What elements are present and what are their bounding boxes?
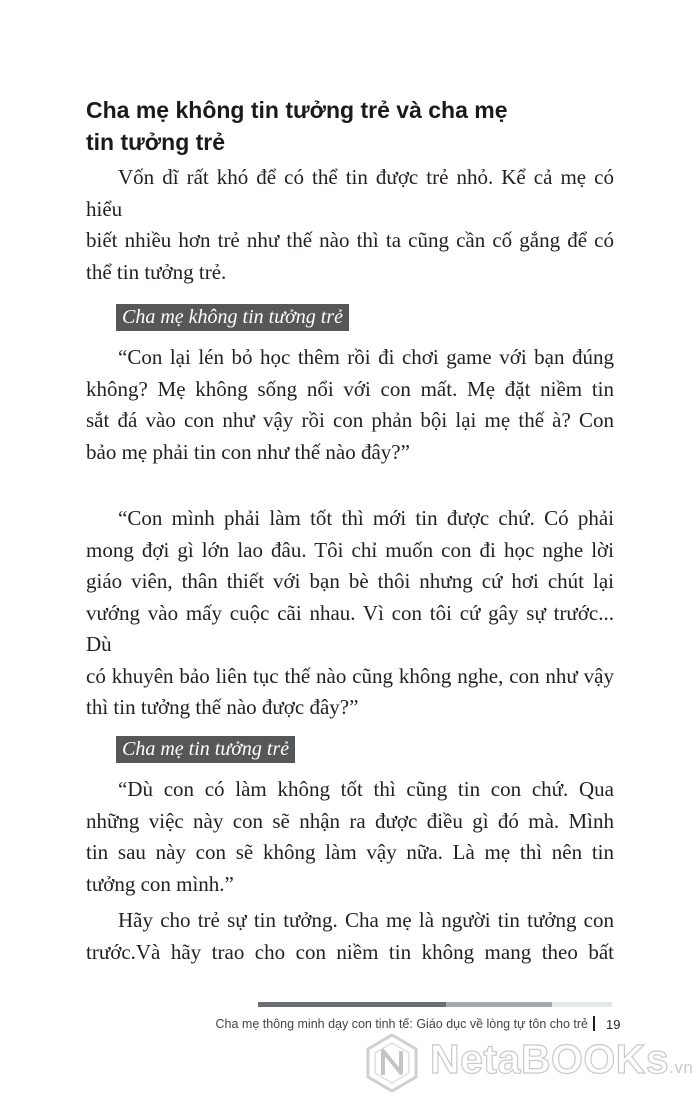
footer-bar-mid xyxy=(446,1002,552,1007)
text-line: thì tin tưởng thế nào được đây?” xyxy=(86,695,359,719)
text-line: giáo viên, thân thiết với bạn bè thôi nhưng cứ hơi chút lại xyxy=(86,569,614,593)
watermark-brand: NetaBOOKs xyxy=(430,1036,670,1082)
intro-paragraph xyxy=(86,162,614,288)
netabooks-logo-icon xyxy=(362,1033,422,1093)
watermark-suffix: .vn xyxy=(669,1058,694,1077)
footer-separator xyxy=(593,1016,595,1031)
text-line: “Con mình phải làm tốt thì mới tin được chứ. Có phải xyxy=(118,506,614,530)
heading-line: tin tưởng trẻ xyxy=(86,129,226,155)
footer-bar-dark xyxy=(258,1002,446,1007)
quote-paragraph xyxy=(86,342,614,468)
text-line: bảo mẹ phải tin con như thế nào đây?” xyxy=(86,439,410,464)
netabooks-watermark xyxy=(430,1036,693,1083)
text-line: tin sau này con sẽ không làm vậy nữa. Là mẹ thì nên tin xyxy=(86,840,614,864)
text-line: trước.Và hãy trao cho con niềm tin không mang theo bất xyxy=(86,939,614,964)
closing-paragraph xyxy=(86,905,614,968)
text-line: tưởng con mình.” xyxy=(86,871,234,896)
text-line: Hãy cho trẻ sự tin tưởng. Cha mẹ là người tin tưởng con xyxy=(118,908,614,932)
text-line: Vốn dĩ rất khó để có thể tin được trẻ nhỏ. Kể cả mẹ có hiểu xyxy=(86,165,614,221)
text-line: không? Mẹ không sống nổi với con mất. Mẹ đặt niềm tin xyxy=(86,376,614,401)
text-line: mong đợi gì lớn lao đâu. Tôi chỉ muốn con đi học nghe lời xyxy=(86,537,614,562)
text-line: “Dù con có làm không tốt thì cũng tin con chứ. Qua xyxy=(118,777,614,801)
text-line: có khuyên bảo liên tục thế nào cũng không nghe, con như vậy xyxy=(86,663,614,688)
running-footer-title: Cha mẹ thông minh dạy con tinh tế: Giáo dục về lòng tự tôn cho trẻ xyxy=(215,1017,588,1031)
text-line: biết nhiều hơn trẻ như thế nào thì ta cũng cần cố gắng để có xyxy=(86,228,614,252)
quote-paragraph xyxy=(86,774,614,900)
section-heading xyxy=(86,94,606,158)
footer-bar-light xyxy=(552,1002,612,1007)
page-number: 19 xyxy=(606,1017,621,1032)
quote-paragraph xyxy=(86,503,614,724)
text-line: vướng vào mấy cuộc cãi nhau. Vì con tôi cứ gây sự trước... Dù xyxy=(86,600,614,656)
text-line: “Con lại lén bỏ học thêm rồi đi chơi game với bạn đúng xyxy=(118,345,614,369)
section-label-distrust: Cha mẹ không tin tưởng trẻ xyxy=(116,304,349,331)
text-line: những việc này con sẽ nhận ra được điều gì đó mà. Mình xyxy=(86,808,614,833)
text-line: sắt đá vào con như vậy rồi con phản bội lại mẹ thế à? Con xyxy=(86,408,614,432)
text-line: thể tin tưởng trẻ. xyxy=(86,259,227,284)
heading-line: Cha mẹ không tin tưởng trẻ và cha mẹ xyxy=(86,97,508,123)
section-label-trust: Cha mẹ tin tưởng trẻ xyxy=(116,736,295,763)
